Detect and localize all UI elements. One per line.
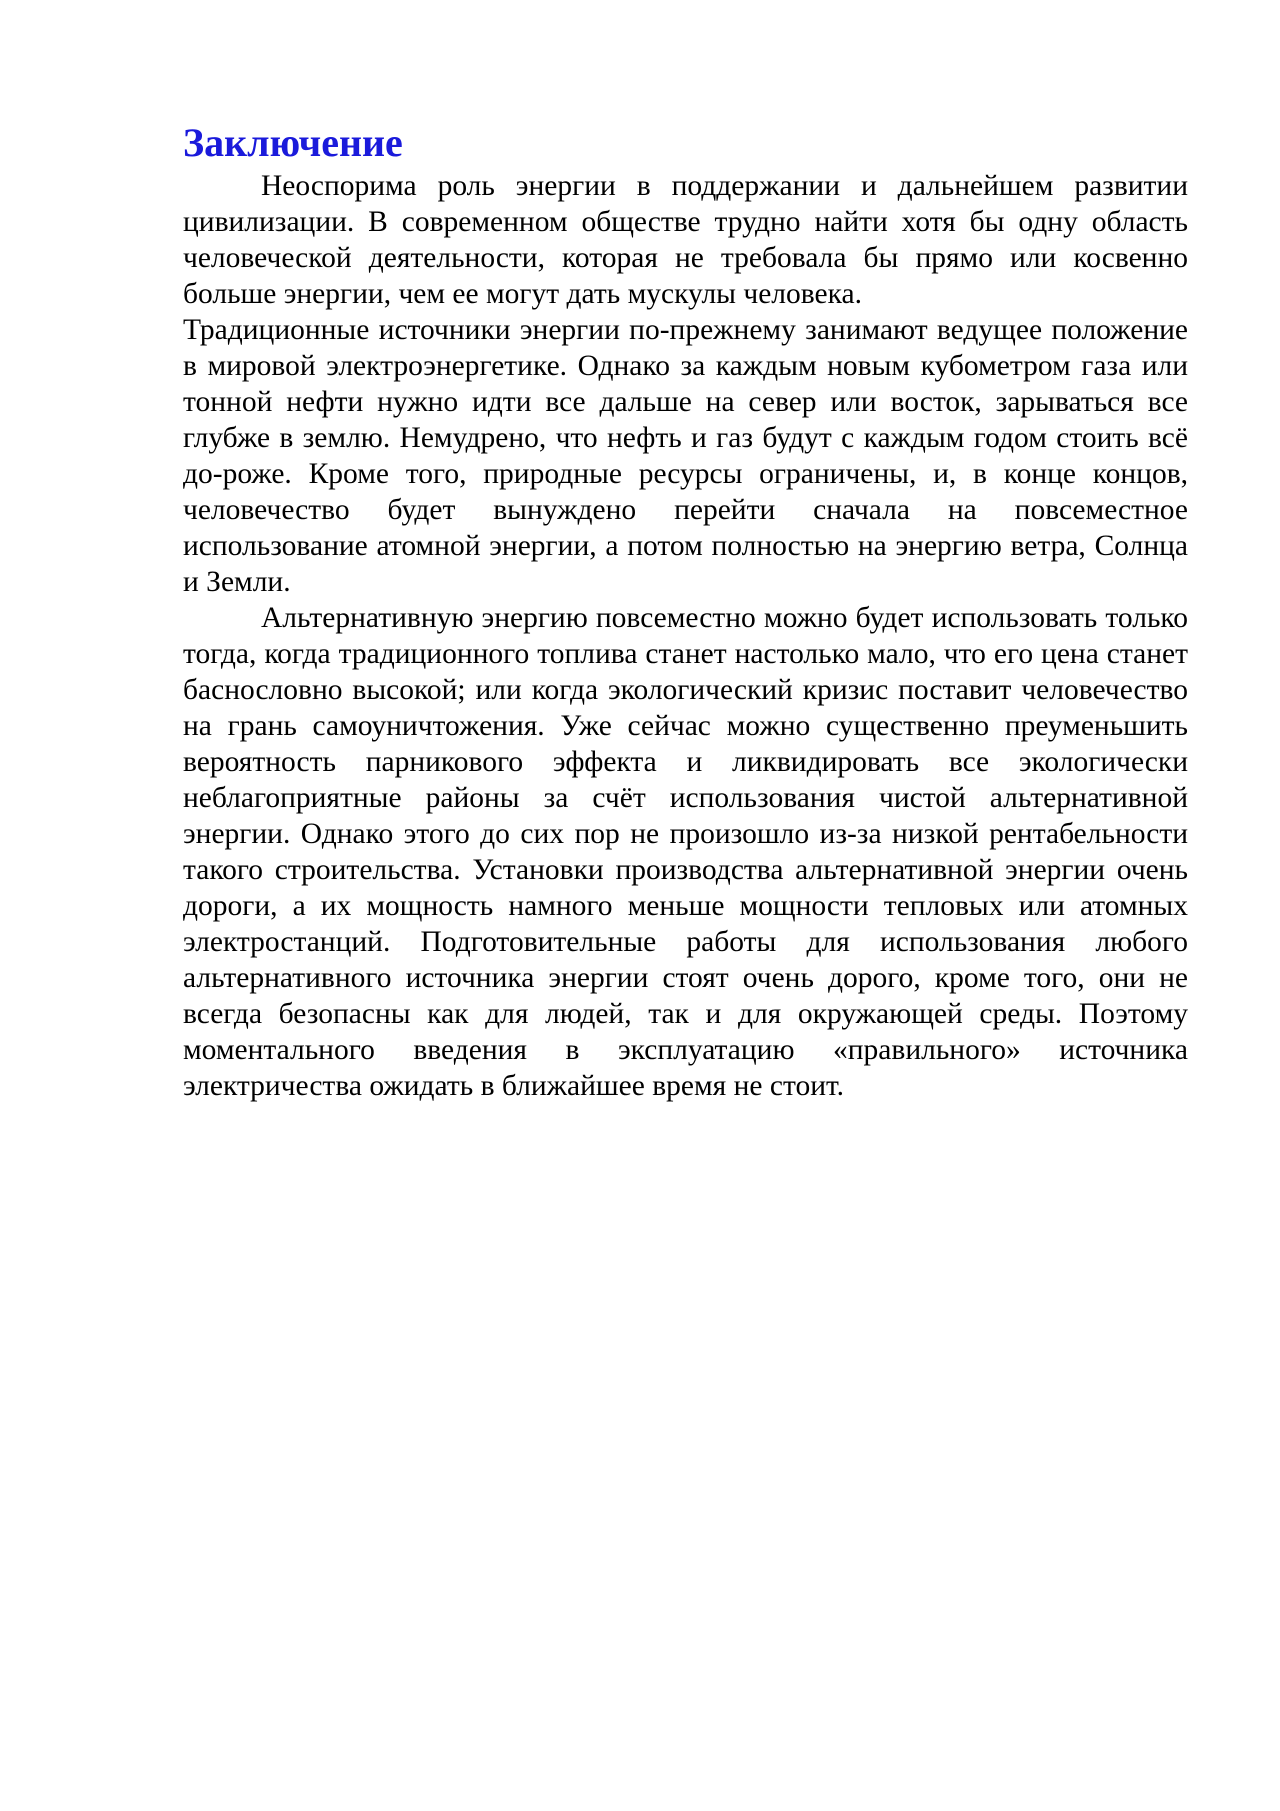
paragraph-1: Неоспорима роль энергии в поддержании и дальнейшем развитии цивилизации. В современном обществе трудно найти хотя бы одну область человеческой деятельности, которая не требовала бы прямо или косвенно больше энергии, чем ее могут дать мускулы человека. bbox=[183, 170, 1188, 310]
paragraph-3: Альтернативную энергию повсеместно можно будет использовать только тогда, когда традиционного топлива станет настолько мало, что его цена станет баснословно высокой; или когда экологический кризис поставит человечество на грань самоуничтожения. Уже сейчас можно существенно преуменьшить вероятность парникового эффекта и ликвидировать все экологически неблагоприятные районы за счёт использования чистой альтернативной энергии. Однако этого до сих пор не произошло из-за низкой рентабельности такого строительства. Установки производства альтернативной энергии очень дороги, а их мощность намного меньше мощности тепловых или атомных электростанций. Подготовительные работы для использования любого альтернативного источника энергии стоят очень дорого, кроме того, они не всегда безопасны как для людей, так и для окружающей среды. Поэтому моментального введения в эксплуатацию «правильного» источника электричества ожидать в ближайшее время не стоит. bbox=[183, 602, 1188, 1102]
section-heading: Заключение bbox=[183, 120, 403, 165]
paragraph-2: Традиционные источники энергии по-прежнему занимают ведущее положение в мировой электроэнергетике. Однако за каждым новым кубометром газа или тонной нефти нужно идти все дальше на север или восток, зарываться все глубже в землю. Немудрено, что нефть и газ будут с каждым годом стоить всё до-роже. Кроме того, природные ресурсы ограничены, и, в конце концов, человечество будет вынуждено перейти сначала на повсеместное использование атомной энергии, а потом полностью на энергию ветра, Солнца и Земли. bbox=[183, 314, 1188, 598]
document-page bbox=[183, 118, 1188, 1104]
